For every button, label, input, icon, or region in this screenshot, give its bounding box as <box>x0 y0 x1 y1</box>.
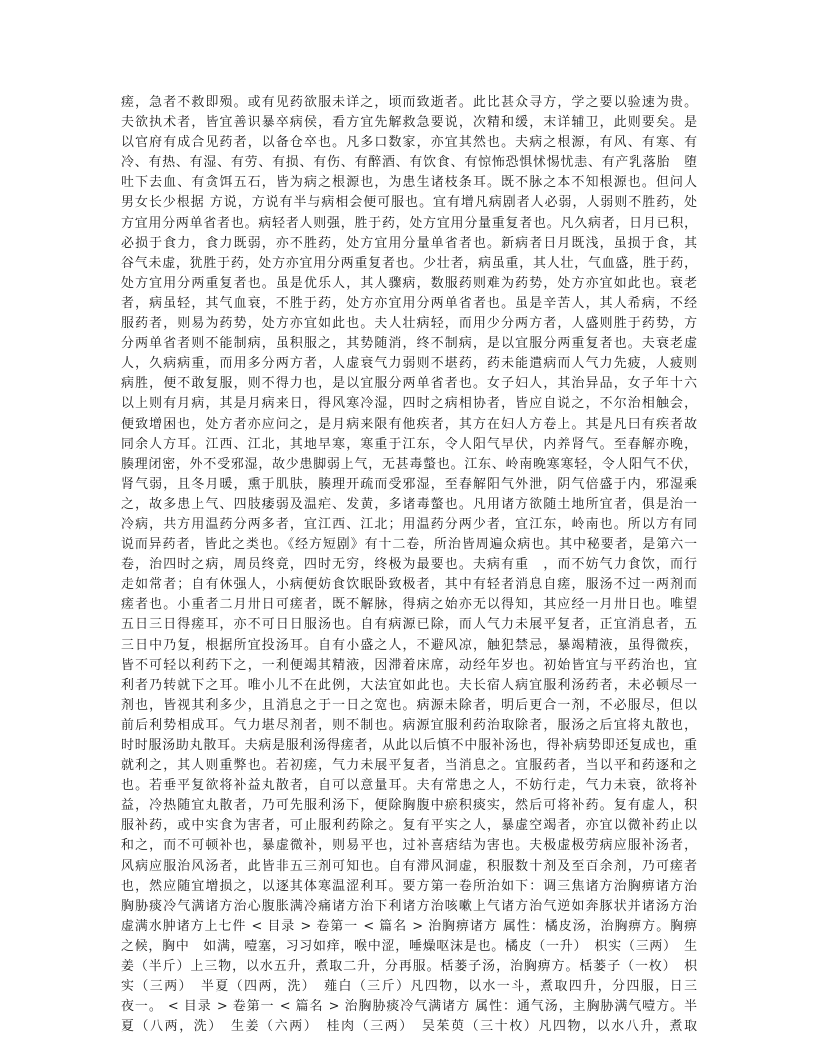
text-line: 就利之，其人则重弊也。若初瘥，气力未展平复者，当消息之。宜服药者，当以平和药逐和之 <box>121 758 697 774</box>
text-line: 分两单省者则不能制病，虽积服之，其势随消，终不制病，是以宜服分两重复者也。夫衰老虚 <box>121 336 697 352</box>
text-line: 谷气未虚，犹胜于药，处方亦宜用分两重复者也。少壮者，病虽重，其人壮，气血盛，胜于药， <box>121 255 697 271</box>
text-line: 腠理闭密，外不受邪湿，故少患脚弱上气，无甚毒螫也。江东、岭南晚寒寒轻，令人阳气不伏， <box>121 456 697 472</box>
text-line: 夫欲执术者，皆宜善识暴卒病侯，看方宜先解救急要说，次精和缓，末详辅卫，此则要矣。是 <box>121 115 697 131</box>
text-line: 服补药，或中实食为害者，可止服利药除之。复有平实之人，暴虚空竭者，亦宜以微补药止以 <box>121 818 697 834</box>
text-line: 姜（半斤）上三物，以水五升，煮取二升，分再服。栝蒌子汤，治胸痹方。栝蒌子（一枚） 枳 <box>121 959 697 975</box>
text-line: 益，冷热随宜丸散者，乃可先服利汤下，便除胸腹中瘀积痰实，然后可将补药。复有虚人，积 <box>121 798 697 814</box>
text-line: 者，病虽轻，其气血衰，不胜于药，处方亦宜用分两单省者也。虽是辛苦人，其人希病，不经 <box>121 295 697 311</box>
text-line: 之，故多患上气、四肢痿弱及温疟、发黄，多诸毒螫也。凡用诸方欲随土地所宜者，俱是治一 <box>121 496 697 512</box>
text-line: 五日三日得瘥耳，亦不可日日服汤也。自有病源已除，而人气力未展平复者，正宜消息者，五 <box>121 617 697 633</box>
text-line: 人，久病病重，而用多分两方者，人虚衰气力弱则不堪药，药未能遣病而人气力先疲，人疲则 <box>121 356 697 372</box>
text-line: 剂也，皆视其利多少，且消息之于一日之宽也。病源未除者，明后更合一剂，不必服尽，但以 <box>121 697 697 713</box>
text-line: 前后利势相成耳。气力堪尽剂者，则不制也。病源宜服利药治取除者，服汤之后宜将丸散也， <box>121 717 697 733</box>
text-line: 胸胁痰冷气满诸方治心腹胀满冷痛诸方治下利诸方治咳嗽上气诸方治气逆如奔豚状并诸汤方治 <box>121 898 697 914</box>
text-line: 实（三两） 半夏（四两，洗） 薤白（三斤）凡四物，以水一斗，煮取四升，分四服，日三 <box>121 979 697 995</box>
document-page <box>121 93 697 1037</box>
text-line: 之候，胸中 如满，噎塞，习习如痒，喉中涩，唾燥呕沫是也。橘皮（一升） 枳实（三两） 生 <box>121 938 697 954</box>
text-line: 也，然应随宜增损之，以逐其体寒温涩利耳。要方第一卷所治如下：调三焦诸方治胸痹诸方治 <box>121 878 697 894</box>
text-line: 瘥者也。小重者二月卅日可瘥者，既不解脉，得病之始亦无以得知，其应经一月卅日也。唯望 <box>121 597 697 613</box>
text-line: 瘥，急者不救即殒。或有见药欲服未详之，顷而致逝者。此比甚众寻方，学之要以验速为贵。 <box>121 95 697 110</box>
text-line: 夏（八两，洗） 生姜（六两） 桂肉（三两） 吴茱萸（三十枚）凡四物，以水八升，煮取 <box>121 1019 697 1035</box>
text-line: 和之，而不可顿补也，暴虚微补，则易平也，过补喜痞结为害也。夫极虚极劳病应服补汤者， <box>121 838 697 854</box>
text-line: 处方宜用分两重复者也。虽是优乐人，其人骤病，数服药则难为药势，处方亦宜如此也。衰老 <box>121 275 697 291</box>
text-line: 利者乃转就下之耳。唯小儿不在此例，大法宜如此也。夫长宿人病宜服利汤药者，未必顿尽一 <box>121 677 697 693</box>
text-line: 便致增困也，处方者亦应问之，是月病来限有他疾者，其方在妇人方卷上。其是凡曰有疾者故 <box>121 416 697 432</box>
text-line: 服药者，则易为药势，处方亦宜如此也。夫人壮病轻，而用少分两方者，人盛则胜于药势，方 <box>121 316 697 332</box>
text-line: 方宜用分两单省者也。病轻者人则强，胜于药，处方宜用分量重复者也。凡久病者，日月已积， <box>121 215 697 231</box>
text-line: 必损于食力，食力既弱，亦不胜药，处方宜用分量单省者也。新病者日月既浅，虽损于食，其 <box>121 235 697 251</box>
text-line: 以上则有月病，其是月病来日，得风寒冷湿，四时之病相协者，皆应自说之，不尔治相触会， <box>121 396 697 412</box>
text-line: 说而异药者，皆此之类也。《经方短剧》有十二卷，所治皆周遍众病也。其中秘要者，是第六一 <box>121 537 697 553</box>
text-line: 也。若垂平复欲将补益丸散者，自可以意量耳。夫有常患之人，不妨行走，气力未衰，欲将补 <box>121 778 697 794</box>
text-line: 皆不可轻以利药下之，一利便竭其精液，因滞着床席，动经年岁也。初始皆宜与平药治也，宜 <box>121 657 697 673</box>
text-line: 走如常者；自有休强人，小病便妨食饮眠卧致极者，其中有轻者消息自瘥，服汤不过一两剂而 <box>121 577 697 593</box>
text-line: 虚满水肿诸方上七件 < 目录 > 卷第一 < 篇名 > 治胸痹诸方 属性：橘皮汤，治胸痹方。胸痹 <box>121 918 697 934</box>
text-line: 冷、有热、有湿、有劳、有损、有伤、有醉酒、有饮食、有惊怖恐惧怵惕忧恚、有产乳落胎 堕 <box>121 155 697 171</box>
text-line: 男女长少根据 方说，方说有半与病相会便可服也。宜有增凡病剧者人必弱，人弱则不胜药，处 <box>121 195 697 211</box>
text-line: 冷病，共方用温药分两多者，宜江西、江北；用温药分两少者，宜江东，岭南也。所以方有同 <box>121 516 697 532</box>
text-line: 以官府有成合见药者，以备仓卒也。凡多口数家，亦宜其然也。夫病之根源，有风、有寒、有 <box>121 135 697 151</box>
text-line: 风病应服治风汤者，此皆非五三剂可知也。自有滞风洞虚，积服数十剂及至百余剂，乃可瘥者 <box>121 858 697 874</box>
text-line: 肾气弱，且冬月暖，熏于肌肤，腠理开疏而受邪湿，至春解阳气外泄，阴气倍盛于内，邪湿乘 <box>121 476 697 492</box>
text-line: 同余人方耳。江西、江北，其地早寒，寒重于江东，令人阳气早伏，内养肾气。至春解亦晚， <box>121 436 697 452</box>
text-line: 夜一。 < 目录 > 卷第一 < 篇名 > 治胸胁痰冷气满诸方 属性：通气汤，主胸胁满气噎方。半 <box>121 999 697 1015</box>
text-line: 时时服汤助丸散耳。夫病是服利汤得瘥者，从此以后慎不中服补汤也，得补病势即还复成也，重 <box>121 738 697 753</box>
text-line: 吐下去血、有贪饵五石，皆为病之根源也，为患生诸枝条耳。既不脉之本不知根源也。但问人 <box>121 175 697 191</box>
text-line: 卷，治四时之病，周员终竟，四时无穷，终极为最要也。夫病有重 ，而不妨气力食饮，而行 <box>121 557 697 573</box>
text-line: 三日中乃复，根据所宜投汤耳。自有小盛之人，不避风凉，触犯禁忌，暴竭精液，虽得微疾， <box>121 637 697 653</box>
text-line: 病胜，便不敢复服，则不得力也，是以宜服分两单省者也。女子妇人，其治异品，女子年十六 <box>121 376 697 392</box>
